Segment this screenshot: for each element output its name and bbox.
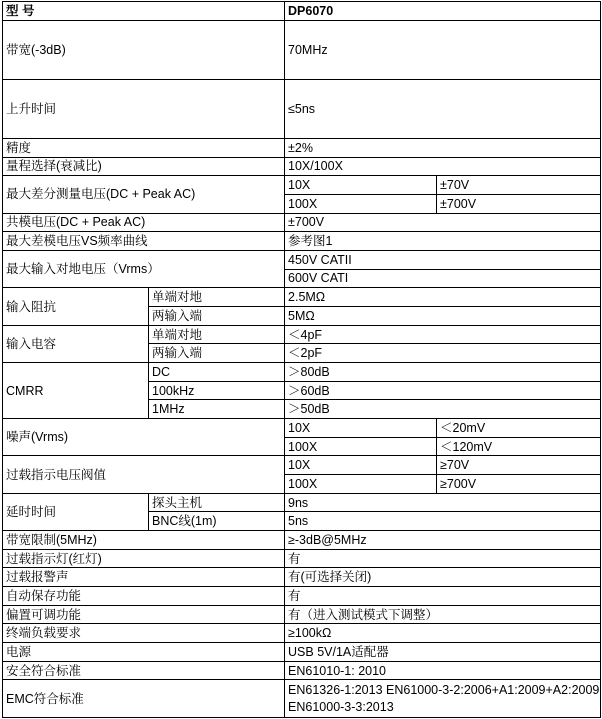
spec-value: ≥-3dB@5MHz xyxy=(285,531,601,550)
table-row xyxy=(3,549,601,568)
spec-value: USB 5V/1A适配器 xyxy=(285,643,601,662)
spec-value: EN61326-1:2013 EN61000-3-2:2006+A1:2009+A2:2009 EN61000-3-3:2013 xyxy=(285,680,601,718)
spec-label: 过载指示灯(红灯) xyxy=(3,549,285,568)
spec-value: 9ns xyxy=(285,493,601,512)
spec-range: 100X xyxy=(285,475,437,494)
spec-condition: 两输入端 xyxy=(149,307,285,326)
spec-value: ±70V xyxy=(437,176,601,195)
table-row xyxy=(3,661,601,680)
spec-range: 100X xyxy=(285,194,437,213)
spec-label: 量程选择(衰减比) xyxy=(3,157,285,176)
spec-value: DP6070 xyxy=(285,2,601,21)
spec-label: EMC符合标准 xyxy=(3,680,285,718)
table-row xyxy=(3,419,601,438)
spec-value: EN61010-1: 2010 xyxy=(285,661,601,680)
table-row xyxy=(3,2,601,21)
table-row xyxy=(3,250,601,269)
spec-label: 共模电压(DC + Peak AC) xyxy=(3,213,285,232)
spec-value: ≥70V xyxy=(437,456,601,475)
spec-condition: 单端对地 xyxy=(149,288,285,307)
table-row xyxy=(3,232,601,251)
spec-value: 有 xyxy=(285,549,601,568)
table-row xyxy=(3,157,601,176)
spec-label: 带宽限制(5MHz) xyxy=(3,531,285,550)
table-row xyxy=(3,643,601,662)
spec-value: ±700V xyxy=(285,213,601,232)
spec-label: 精度 xyxy=(3,138,285,157)
table-row xyxy=(3,288,601,307)
spec-label: 终端负载要求 xyxy=(3,624,285,643)
spec-value: ±700V xyxy=(437,194,601,213)
spec-label: 安全符合标准 xyxy=(3,661,285,680)
table-row xyxy=(3,20,601,79)
spec-condition: 探头主机 xyxy=(149,493,285,512)
spec-value: ＞80dB xyxy=(285,363,601,382)
spec-label: 型 号 xyxy=(3,2,285,21)
spec-label: 最大输入对地电压（Vrms） xyxy=(3,250,285,287)
spec-range: 10X xyxy=(285,456,437,475)
spec-label: 上升时间 xyxy=(3,79,285,138)
table-row xyxy=(3,213,601,232)
spec-label: 电源 xyxy=(3,643,285,662)
spec-condition: 100kHz xyxy=(149,381,285,400)
spec-range: 100X xyxy=(285,437,437,456)
spec-value: ＜120mV xyxy=(437,437,601,456)
spec-label: 过载报警声 xyxy=(3,568,285,587)
spec-value: ≥700V xyxy=(437,475,601,494)
spec-label: 输入阻抗 xyxy=(3,288,149,325)
table-row xyxy=(3,79,601,138)
table-row xyxy=(3,176,601,195)
spec-label: 过载指示电压阀值 xyxy=(3,456,285,493)
table-row xyxy=(3,325,601,344)
table-row xyxy=(3,624,601,643)
spec-value: ＞50dB xyxy=(285,400,601,419)
spec-value: 70MHz xyxy=(285,20,601,79)
spec-value: ＜2pF xyxy=(285,344,601,363)
spec-condition: DC xyxy=(149,363,285,382)
spec-range: 10X xyxy=(285,176,437,195)
spec-label: 延时时间 xyxy=(3,493,149,530)
table-row xyxy=(3,138,601,157)
spec-value: ±2% xyxy=(285,138,601,157)
spec-value: 600V CATI xyxy=(285,269,601,288)
spec-condition: 两输入端 xyxy=(149,344,285,363)
spec-value: ≥100kΩ xyxy=(285,624,601,643)
spec-value: 5MΩ xyxy=(285,307,601,326)
spec-value: 10X/100X xyxy=(285,157,601,176)
table-row xyxy=(3,568,601,587)
spec-table xyxy=(2,1,601,718)
spec-value: 有(可选择关闭) xyxy=(285,568,601,587)
spec-label: 输入电容 xyxy=(3,325,149,362)
spec-value: ＜4pF xyxy=(285,325,601,344)
table-row xyxy=(3,587,601,606)
spec-condition: 1MHz xyxy=(149,400,285,419)
spec-label: 自动保存功能 xyxy=(3,587,285,606)
spec-value: 有 xyxy=(285,587,601,606)
spec-value: ≤5ns xyxy=(285,79,601,138)
spec-label: 带宽(-3dB) xyxy=(3,20,285,79)
spec-value: 2.5MΩ xyxy=(285,288,601,307)
spec-range: 10X xyxy=(285,419,437,438)
spec-label: 最大差分测量电压(DC + Peak AC) xyxy=(3,176,285,213)
spec-value: ＜20mV xyxy=(437,419,601,438)
spec-value: 450V CATII xyxy=(285,250,601,269)
table-row xyxy=(3,363,601,382)
table-row xyxy=(3,680,601,718)
spec-value: 有（进入测试模式下调整） xyxy=(285,605,601,624)
spec-label: 最大差模电压VS频率曲线 xyxy=(3,232,285,251)
table-row xyxy=(3,531,601,550)
spec-value: 参考图1 xyxy=(285,232,601,251)
table-row xyxy=(3,456,601,475)
spec-label: 偏置可调功能 xyxy=(3,605,285,624)
spec-value: ＞60dB xyxy=(285,381,601,400)
spec-condition: BNC线(1m) xyxy=(149,512,285,531)
table-row xyxy=(3,605,601,624)
spec-condition: 单端对地 xyxy=(149,325,285,344)
spec-label: CMRR xyxy=(3,363,149,419)
table-row xyxy=(3,493,601,512)
spec-label: 噪声(Vrms) xyxy=(3,419,285,456)
spec-value: 5ns xyxy=(285,512,601,531)
